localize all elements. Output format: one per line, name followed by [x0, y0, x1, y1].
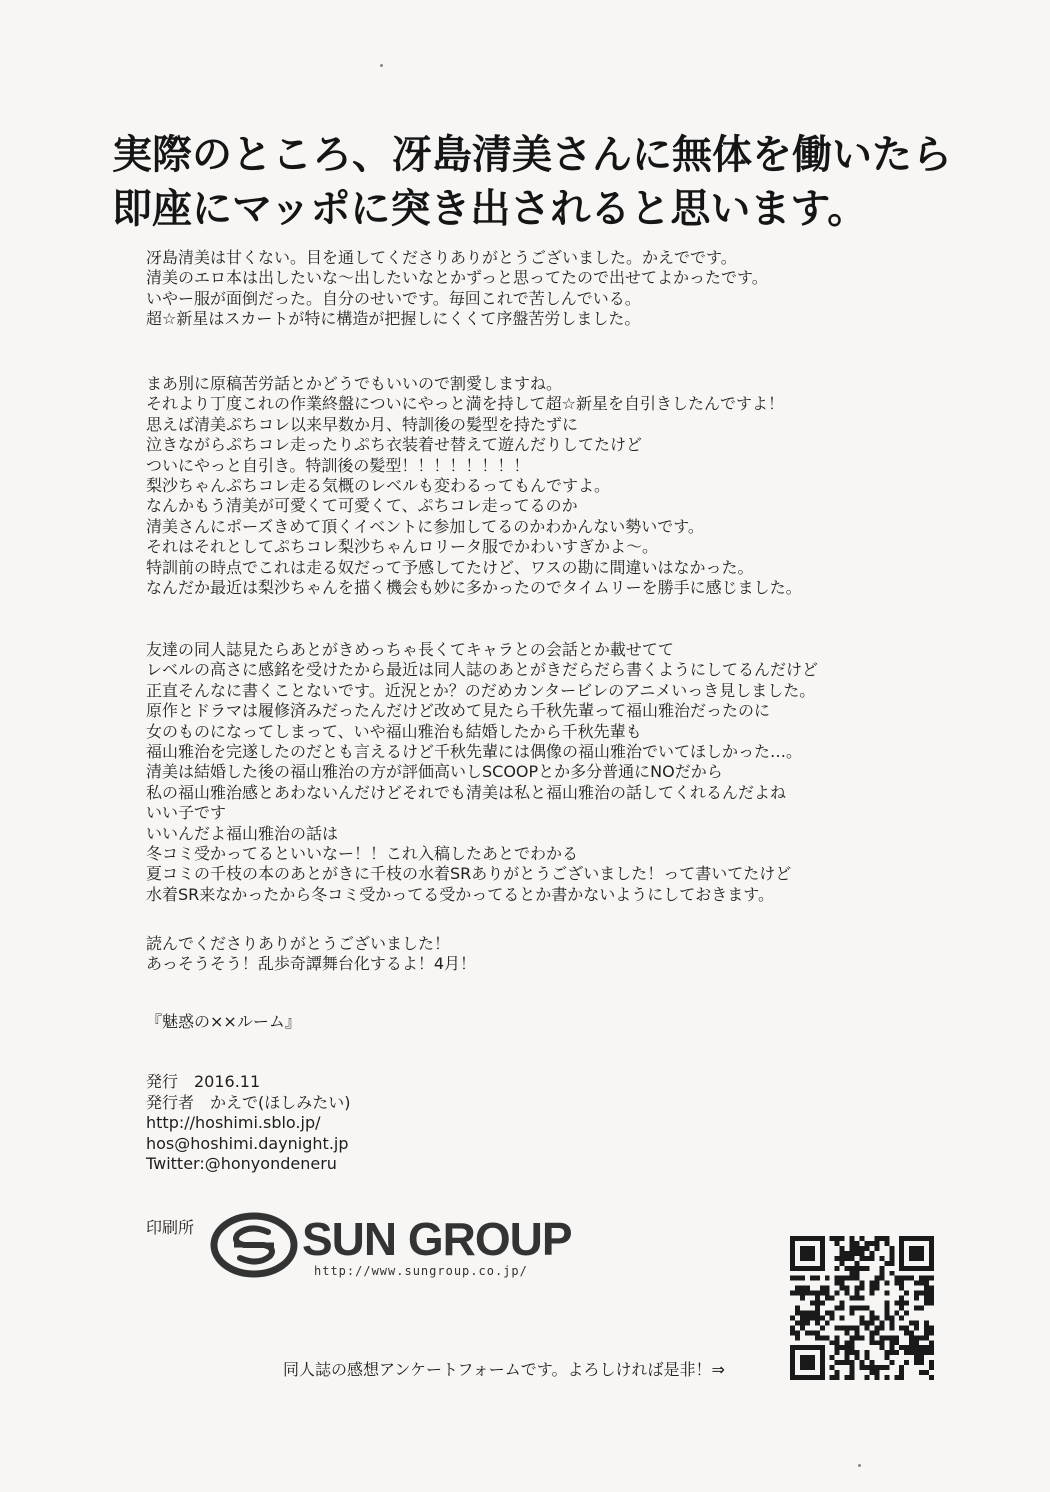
text-line: レベルの高さに感銘を受けたから最近は同人誌のあとがきだらだら書くようにしてるんだけど: [146, 660, 819, 680]
text-line: 清美さんにポーズきめて頂くイベントに参加してるのかわかんない勢いです。: [146, 516, 704, 536]
survey-caption: 同人誌の感想アンケートフォームです。よろしければ是非！⇒: [283, 1360, 725, 1379]
paragraph: [146, 934, 476, 975]
publisher: 発行者 かえで(ほしみたい): [146, 1092, 351, 1112]
text-line: なんだか最近は梨沙ちゃんを描く機会も妙に多かったのでタイムリーを勝手に感じました。: [146, 578, 802, 598]
text-line: 読んでくださりありがとうございました！: [146, 934, 451, 953]
email-address: hos@hoshimi.daynight.jp: [146, 1133, 349, 1153]
text-line: まあ別に原稿苦労話とかどうでもいいので割愛しますね。: [146, 374, 563, 393]
paragraph: [146, 374, 802, 598]
text-line: 福山雅治を完遂したのだとも言えるけど千秋先輩には偶像の福山雅治でいてほしかった…。: [146, 742, 803, 762]
qr-code-icon: [790, 1236, 934, 1380]
text-line: それより丁度これの作業終盤についにやっと満を持して超☆新星を自引きしたんですよ！: [146, 394, 785, 414]
text-line: いいんだよ福山雅治の話は: [146, 823, 339, 843]
text-line: 女のものになってしまって、いや福山雅治も結婚したから千秋先輩も: [146, 721, 642, 741]
text-line: 超☆新星はスカートが特に構造が把握しにくくて序盤苦労しました。: [146, 309, 641, 329]
text-line: 泣きながらぷちコレ走ったりぷち衣装着せ替えて遊んだりしてたけど: [146, 435, 643, 455]
website-url: http://hoshimi.sblo.jp/: [146, 1113, 321, 1132]
paragraph: [146, 248, 768, 330]
paragraph: [146, 640, 818, 905]
text-line: 友達の同人誌見たらあとがきめっちゃ長くてキャラとの会話とか載せてて: [146, 640, 674, 659]
colophon-details: [146, 1072, 351, 1175]
twitter-handle: Twitter:@honyondeneru: [146, 1154, 337, 1173]
text-line: 清美のエロ本は出したいな〜出したいなとかずっと思ってたので出せてよかったです。: [146, 268, 768, 288]
text-line: 原作とドラマは履修済みだったんだけど改めて見たら千秋先輩って福山雅治だったのに: [146, 701, 771, 721]
text-line: 夏コミの千枝の本のあとがきに千枝の水着SRありがとうございました！って書いてたけど: [146, 864, 792, 884]
publish-date: 発行 2016.11: [146, 1072, 261, 1091]
text-line: あっそうそう！乱歩奇譚舞台化するよ！4月！: [146, 954, 477, 974]
colophon: [146, 1012, 546, 1173]
text-line: 水着SR来なかったから冬コミ受かってる受かってるとか書かないようにしておきます。: [146, 884, 774, 904]
text-line: それはそれとしてぷちコレ梨沙ちゃんロリータ服でかわいすぎかよ〜。: [146, 537, 659, 557]
text-line: 清美は結婚した後の福山雅治の方が評価高いしSCOOPとか多分普通にNOだから: [146, 762, 723, 782]
text-line: 私の福山雅治感とあわないんだけどそれでも清美は私と福山雅治の話してくれるんだよね: [146, 782, 787, 802]
text-line: いい子です: [146, 803, 227, 823]
scan-speck: [858, 1464, 861, 1467]
sun-group-emblem-icon: [210, 1212, 298, 1278]
headline-line: 即座にマッポに突き出されると思います。: [112, 186, 868, 232]
text-line: 正直そんなに書くことないです。近況とか？のだめカンタービレのアニメいっき見しました。: [146, 680, 816, 700]
text-line: なんかもう清美が可愛くて可愛くて、ぷちコレ走ってるのか: [146, 496, 578, 516]
headline-line: 実際のところ、冴島清美さんに無体を働いたら: [112, 132, 952, 178]
text-line: 冬コミ受かってるといいなー！！これ入稿したあとでわかる: [146, 844, 579, 864]
book-title: 『魅惑の××ルーム』: [146, 1012, 301, 1031]
text-line: 梨沙ちゃんぷちコレ走る気概のレベルも変わるってもんですよ。: [146, 476, 611, 496]
text-line: ついにやっと自引き。特訓後の髪型！！！！！！！！: [146, 455, 530, 475]
text-line: 特訓前の時点でこれは走る奴だって予感してたけど、ワスの勘に間違いはなかった。: [146, 557, 754, 577]
logo-url: http://www.sungroup.co.jp/: [314, 1264, 528, 1278]
text-line: いやー服が面倒だった。自分のせいです。毎回これで苦しんでいる。: [146, 288, 641, 308]
headline: [112, 128, 952, 236]
sun-group-logo: [210, 1212, 620, 1282]
logo-wordmark: SUN GROUP: [302, 1213, 572, 1265]
text-line: 思えば清美ぷちコレ以来早数か月、特訓後の髪型を持たずに: [146, 414, 579, 434]
printer-label: 印刷所: [146, 1218, 195, 1237]
text-line: 冴島清美は甘くない。目を通してくださりありがとうございました。かえでです。: [146, 248, 737, 267]
scan-speck: [380, 64, 383, 67]
